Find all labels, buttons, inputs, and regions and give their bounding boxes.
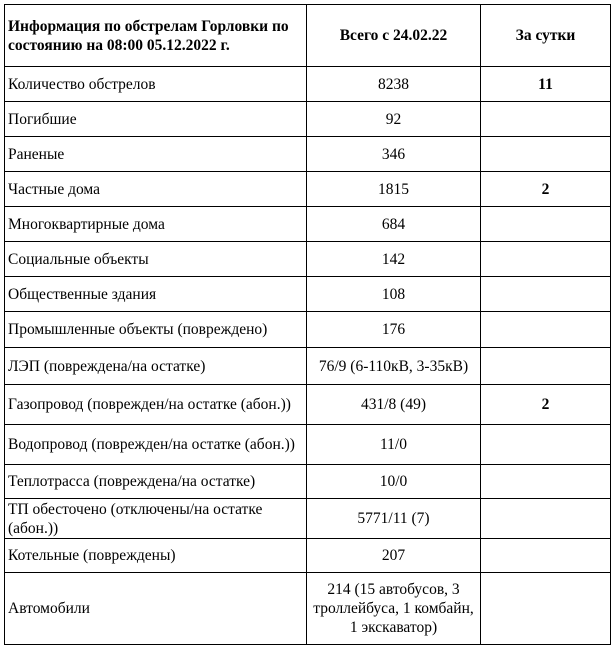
total-value: 207 — [307, 539, 481, 573]
day-value — [481, 539, 611, 573]
row-label: Количество обстрелов — [5, 67, 307, 102]
table-row — [5, 172, 611, 207]
day-value — [481, 499, 611, 539]
row-label: Газопровод (поврежден/на остатке (абон.)) — [5, 385, 307, 425]
total-value: 214 (15 автобусов, 3 троллейбуса, 1 комбайн, 1 экскаватор) — [307, 573, 481, 645]
table-row — [5, 312, 611, 348]
day-value: 2 — [481, 385, 611, 425]
day-value: 2 — [481, 172, 611, 207]
row-label: Промышленные объекты (повреждено) — [5, 312, 307, 348]
table-row — [5, 539, 611, 573]
row-label: Погибшие — [5, 102, 307, 137]
day-value — [481, 102, 611, 137]
row-label: Водопровод (поврежден/на остатке (абон.)) — [5, 425, 307, 465]
table-row — [5, 425, 611, 465]
total-value: 11/0 — [307, 425, 481, 465]
table-row — [5, 207, 611, 242]
row-label: Социальные объекты — [5, 242, 307, 277]
table-row — [5, 573, 611, 645]
total-value: 108 — [307, 277, 481, 312]
day-value: 11 — [481, 67, 611, 102]
day-value — [481, 207, 611, 242]
row-label: Общественные здания — [5, 277, 307, 312]
day-value — [481, 573, 611, 645]
table-row — [5, 102, 611, 137]
day-value — [481, 465, 611, 499]
total-value: 10/0 — [307, 465, 481, 499]
total-value: 176 — [307, 312, 481, 348]
row-label: ТП обесточено (отключены/на остатке (абон.)) — [5, 499, 307, 539]
table-row — [5, 348, 611, 385]
day-value — [481, 137, 611, 172]
table-body — [5, 67, 611, 645]
table-row — [5, 499, 611, 539]
row-label: ЛЭП (повреждена/на остатке) — [5, 348, 307, 385]
table-row — [5, 137, 611, 172]
shelling-info-table — [4, 4, 611, 645]
total-value: 1815 — [307, 172, 481, 207]
table-row — [5, 67, 611, 102]
total-column-header: Всего с 24.02.22 — [307, 5, 481, 67]
row-label: Раненые — [5, 137, 307, 172]
table-row — [5, 465, 611, 499]
row-label: Теплотрасса (повреждена/на остатке) — [5, 465, 307, 499]
table-title: Информация по обстрелам Горловки по состоянию на 08:00 05.12.2022 г. — [5, 5, 307, 67]
table-row — [5, 385, 611, 425]
total-value: 8238 — [307, 67, 481, 102]
total-value: 92 — [307, 102, 481, 137]
day-value — [481, 242, 611, 277]
total-value: 431/8 (49) — [307, 385, 481, 425]
day-value — [481, 277, 611, 312]
day-value — [481, 348, 611, 385]
day-value — [481, 312, 611, 348]
table-row — [5, 242, 611, 277]
total-value: 142 — [307, 242, 481, 277]
row-label: Автомобили — [5, 573, 307, 645]
day-value — [481, 425, 611, 465]
row-label: Частные дома — [5, 172, 307, 207]
row-label: Котельные (повреждены) — [5, 539, 307, 573]
total-value: 76/9 (6-110кВ, 3-35кВ) — [307, 348, 481, 385]
total-value: 346 — [307, 137, 481, 172]
total-value: 684 — [307, 207, 481, 242]
table-row — [5, 277, 611, 312]
total-value: 5771/11 (7) — [307, 499, 481, 539]
header-row — [5, 5, 611, 67]
row-label: Многоквартирные дома — [5, 207, 307, 242]
day-column-header: За сутки — [481, 5, 611, 67]
